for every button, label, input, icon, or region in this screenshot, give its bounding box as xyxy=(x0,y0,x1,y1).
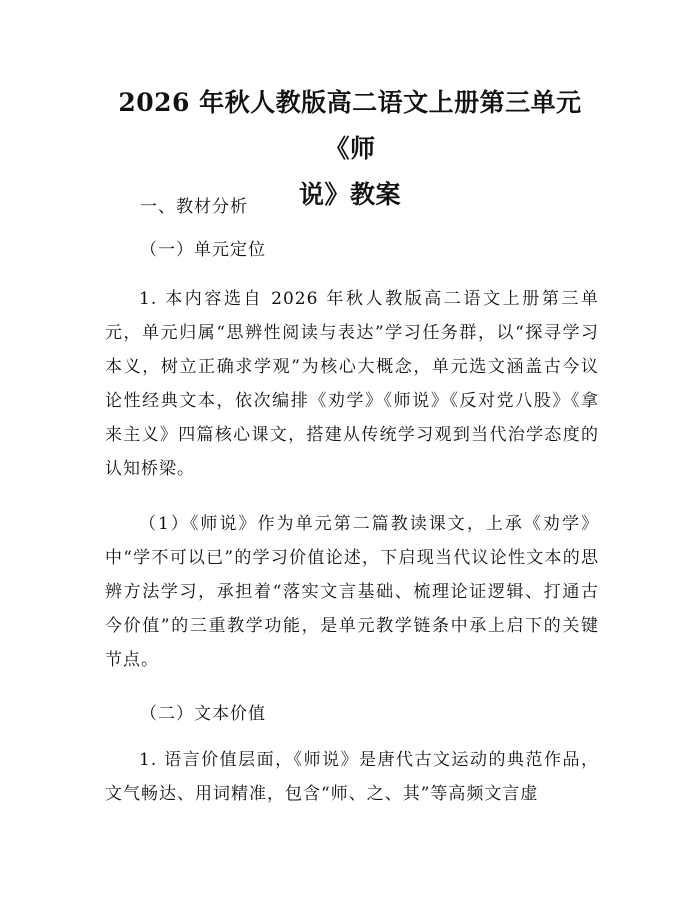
section-heading-textbook-analysis: 一、教材分析 xyxy=(140,197,248,217)
paragraph-3: 1. 语言价值层面，《师说》是唐代古文运动的典范作品，文气畅达、用词精准，包含“师、之、其”等高频文言虚 xyxy=(105,750,599,804)
title-line-2: 说》教案 xyxy=(298,180,401,209)
paragraph-1: 1. 本内容选自 2026 年秋人教版高二语文上册第三单元，单元归属“思辨性阅读与表达”学习任务群，以“探寻学习本义，树立正确求学观”为核心大概念，单元选文涵盖古今议论性经典文本，依次编排《劝学》《师说》《反对党八股》《拿来主义》四篇核心课文，搭建从传统学习观到当代治学态度的认知桥梁。 xyxy=(105,289,599,479)
paragraph-3-container xyxy=(105,743,599,811)
paragraph-2: （1）《师说》作为单元第二篇教读课文，上承《劝学》中“学不可以已”的学习价值论述，下启现当代议论性文本的思辨方法学习，承担着“落实文言基础、梳理论证逻辑、打通古今价值”的三重教学功能，是单元教学链条中承上启下的关键节点。 xyxy=(105,514,599,670)
paragraph-1-container xyxy=(105,282,599,486)
title-line-1: 2026 年秋人教版高二语文上册第三单元《师 xyxy=(118,88,582,163)
paragraph-2-container xyxy=(105,507,599,677)
subsection-heading-unit-position: （一）单元定位 xyxy=(140,240,266,260)
subsection-heading-text-value: （二）文本价值 xyxy=(140,704,266,724)
